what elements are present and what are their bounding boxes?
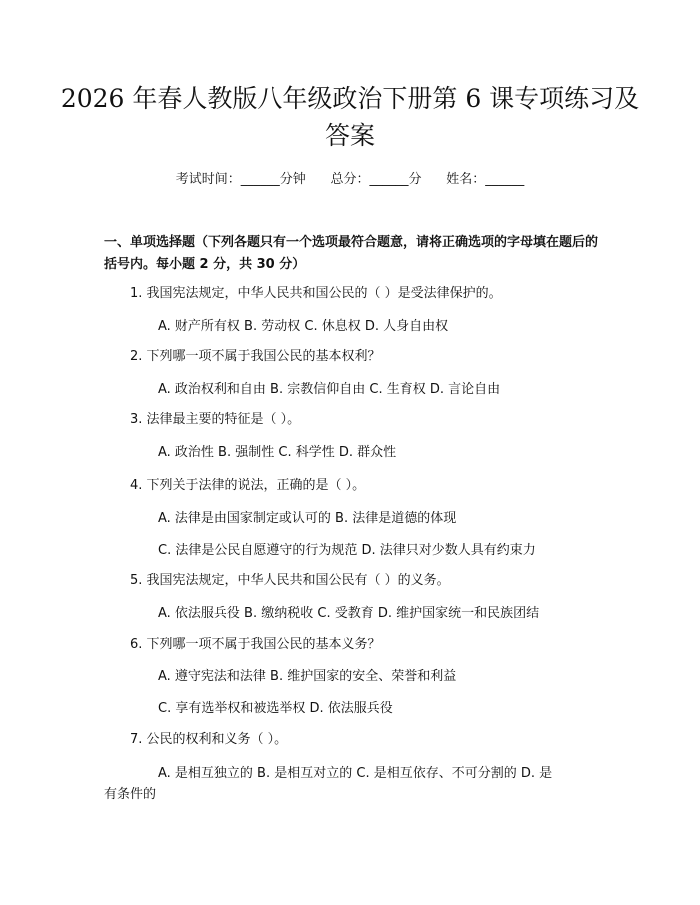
question-4-options-line2: C. 法律是公民自愿遵守的行为规范 D. 法律只对少数人具有约束力 — [158, 543, 536, 558]
section-heading: 一、单项选择题（下列各题只有一个选项最符合题意，请将正确选项的字母填在题后的括号内。每小题 2 分，共 30 分） — [104, 235, 599, 272]
document-title: 2026 年春人教版八年级政治下册第 6 课专项练习及答案 — [60, 84, 640, 150]
question-7: 7. 公民的权利和义务（ ）。 — [130, 732, 288, 747]
exam-info-line: 考试时间：______分钟 总分：______分 姓名：______ — [175, 172, 525, 187]
question-2-options: A. 政治权利和自由 B. 宗教信仰自由 C. 生育权 D. 言论自由 — [158, 382, 501, 397]
question-7-options-line2: 有条件的 — [104, 787, 157, 802]
question-1: 1. 我国宪法规定，中华人民共和国公民的（ ）是受法律保护的。 — [130, 286, 502, 301]
question-6-options-line1: A. 遵守宪法和法律 B. 维护国家的安全、荣誉和利益 — [158, 669, 457, 684]
question-5-options: A. 依法服兵役 B. 缴纳税收 C. 受教育 D. 维护国家统一和民族团结 — [158, 606, 540, 621]
question-1-options: A. 财产所有权 B. 劳动权 C. 休息权 D. 人身自由权 — [158, 319, 449, 334]
question-2: 2. 下列哪一项不属于我国公民的基本权利？ — [130, 349, 381, 364]
question-3: 3. 法律最主要的特征是（ ）。 — [130, 412, 301, 427]
question-3-options: A. 政治性 B. 强制性 C. 科学性 D. 群众性 — [158, 445, 397, 460]
question-4-options-line1: A. 法律是由国家制定或认可的 B. 法律是道德的体现 — [158, 511, 457, 526]
question-4: 4. 下列关于法律的说法，正确的是（ ）。 — [130, 478, 366, 493]
question-7-options-line1: A. 是相互独立的 B. 是相互对立的 C. 是相互依存、不可分割的 D. 是 — [158, 766, 553, 781]
question-6: 6. 下列哪一项不属于我国公民的基本义务？ — [130, 637, 381, 652]
question-5: 5. 我国宪法规定，中华人民共和国公民有（ ）的义务。 — [130, 573, 450, 588]
question-6-options-line2: C. 享有选举权和被选举权 D. 依法服兵役 — [158, 701, 393, 716]
